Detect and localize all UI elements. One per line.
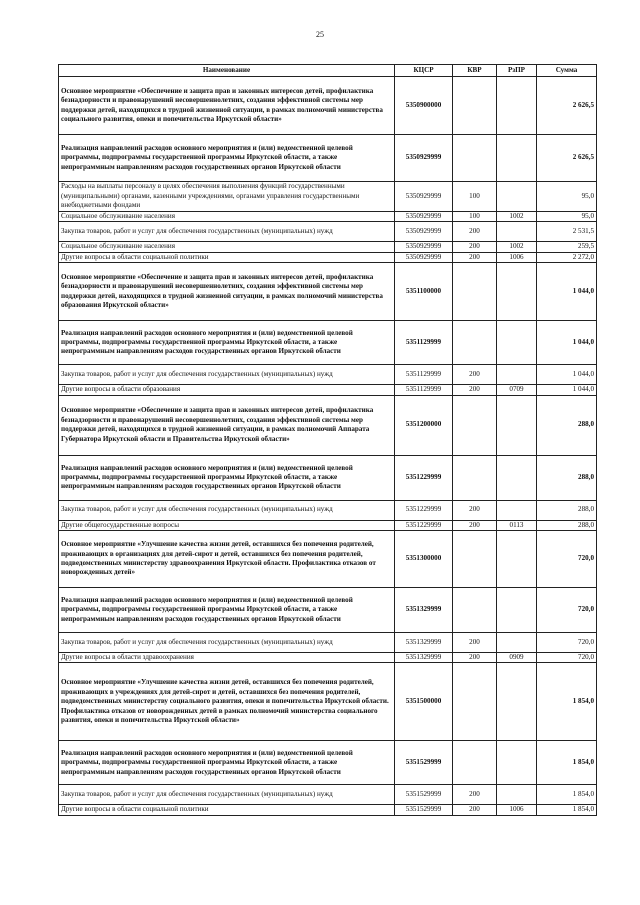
cell-kcsr: 5350929999 [395,252,453,262]
cell-rzpr [497,633,537,653]
cell-sum: 720,0 [537,653,597,663]
cell-rzpr [497,263,537,321]
cell-kvr: 200 [453,242,497,252]
cell-kvr: 100 [453,212,497,222]
cell-name: Закупка товаров, работ и услуг для обеспечения государственных (муниципальных) нужд [59,500,395,520]
cell-rzpr [497,741,537,785]
cell-sum: 1 044,0 [537,263,597,321]
cell-sum: 720,0 [537,588,597,633]
cell-kcsr: 5351129999 [395,321,453,365]
cell-kcsr: 5351200000 [395,395,453,455]
cell-rzpr: 1002 [497,212,537,222]
cell-name: Реализация направлений расходов основного мероприятия и (или) ведомственной целевой программы, подпрограммы государственной программы Иркутской области, а также непрограммным направлениям расходов государственных органов Иркутской области [59,455,395,500]
cell-rzpr: 0709 [497,385,537,395]
cell-name: Реализация направлений расходов основного мероприятия и (или) ведомственной целевой программы, подпрограммы государственной программы Иркутской области, а также непрограммным направлениям расходов государственных органов Иркутской области [59,321,395,365]
cell-kcsr: 5350929999 [395,212,453,222]
cell-sum: 288,0 [537,455,597,500]
cell-kvr [453,135,497,182]
table-row [59,653,597,663]
cell-sum: 2 531,5 [537,222,597,242]
cell-kvr: 200 [453,252,497,262]
cell-name: Закупка товаров, работ и услуг для обеспечения государственных (муниципальных) нужд [59,222,395,242]
cell-rzpr [497,321,537,365]
cell-name: Основное мероприятие «Улучшение качества жизни детей, оставшихся без попечения родителей, проживающих в учреждениях для детей-сирот и детей, оставшихся без попечения родителей, подведомственных министерству социального развития, опеки и попечительства Иркутской области. Профилактика отказов от новорожденных детей в рамках полномочий министерства социального развития, опеки и попечительства Иркутской области» [59,663,395,741]
cell-name: Основное мероприятие «Обеспечение и защита прав и законных интересов детей, профилактика безнадзорности и правонарушений несовершеннолетних, создания эффективной системы мер поддержки детей, находящихся в трудной жизненной ситуации, в рамках полномочий Аппарата Губернатора Иркутской области и Правительства Иркутской области» [59,395,395,455]
header-sum: Сумма [537,65,597,77]
cell-kcsr: 5350929999 [395,242,453,252]
cell-kvr [453,588,497,633]
cell-kvr [453,455,497,500]
cell-sum: 288,0 [537,395,597,455]
table-row [59,633,597,653]
cell-kvr [453,663,497,741]
cell-kcsr: 5351129999 [395,385,453,395]
cell-name: Основное мероприятие «Обеспечение и защита прав и законных интересов детей, профилактика безнадзорности и правонарушений несовершеннолетних, создания эффективной системы мер поддержки детей, находящихся в трудной жизненной ситуации, в рамках полномочий министерства социального развития, опеки и попечительства Иркутской области» [59,77,395,135]
cell-rzpr [497,663,537,741]
cell-kcsr: 5351329999 [395,633,453,653]
cell-name: Другие вопросы в области социальной политики [59,252,395,262]
cell-name: Социальное обслуживание населения [59,212,395,222]
table-row [59,212,597,222]
cell-rzpr [497,500,537,520]
cell-name: Другие общегосударственные вопросы [59,520,395,530]
cell-kcsr: 5351529999 [395,805,453,815]
cell-kcsr: 5351229999 [395,500,453,520]
cell-kcsr: 5351129999 [395,365,453,385]
cell-rzpr: 1002 [497,242,537,252]
cell-kcsr: 5351500000 [395,663,453,741]
cell-kcsr: 5351329999 [395,653,453,663]
table-row [59,135,597,182]
table-row [59,263,597,321]
cell-kcsr: 5351529999 [395,785,453,805]
table-header-row [59,65,597,77]
table-body [59,77,597,816]
cell-rzpr: 0909 [497,653,537,663]
cell-rzpr: 0113 [497,520,537,530]
cell-name: Другие вопросы в области социальной политики [59,805,395,815]
cell-kvr: 200 [453,520,497,530]
cell-kcsr: 5350929999 [395,182,453,212]
header-kcsr: КЦСР [395,65,453,77]
cell-sum: 1 044,0 [537,365,597,385]
cell-sum: 720,0 [537,531,597,588]
table-row [59,365,597,385]
cell-rzpr: 1006 [497,805,537,815]
cell-rzpr [497,531,537,588]
cell-sum: 95,0 [537,212,597,222]
table-row [59,182,597,212]
cell-name: Закупка товаров, работ и услуг для обеспечения государственных (муниципальных) нужд [59,785,395,805]
cell-sum: 1 854,0 [537,785,597,805]
cell-name: Основное мероприятие «Улучшение качества жизни детей, оставшихся без попечения родителей, проживающих в организациях для детей-сирот и детей, оставшихся без попечения родителей, подведомственных министерству здравоохранения Иркутской области. Профилактика отказов от новорожденных детей» [59,531,395,588]
table-row [59,252,597,262]
cell-kcsr: 5351100000 [395,263,453,321]
cell-name: Основное мероприятие «Обеспечение и защита прав и законных интересов детей, профилактика безнадзорности и правонарушений несовершеннолетних, создания эффективной системы мер поддержки детей, находящихся в трудной жизненной ситуации, в рамках полномочий министерства образования Иркутской области» [59,263,395,321]
header-kvr: КВР [453,65,497,77]
cell-kvr: 200 [453,222,497,242]
cell-rzpr [497,182,537,212]
cell-rzpr [497,135,537,182]
cell-kcsr: 5351529999 [395,741,453,785]
table-row [59,242,597,252]
cell-kvr [453,531,497,588]
cell-name: Реализация направлений расходов основного мероприятия и (или) ведомственной целевой программы, подпрограммы государственной программы Иркутской области, а также непрограммным направлениям расходов государственных органов Иркутской области [59,588,395,633]
cell-name: Реализация направлений расходов основного мероприятия и (или) ведомственной целевой программы, подпрограммы государственной программы Иркутской области, а также непрограммным направлениям расходов государственных органов Иркутской области [59,135,395,182]
cell-sum: 259,5 [537,242,597,252]
page-number: 25 [316,30,324,39]
table-row [59,588,597,633]
table-row [59,741,597,785]
cell-sum: 288,0 [537,500,597,520]
cell-kvr: 200 [453,365,497,385]
cell-kvr [453,321,497,365]
cell-sum: 1 854,0 [537,663,597,741]
cell-rzpr [497,365,537,385]
table-row [59,520,597,530]
cell-kvr: 200 [453,500,497,520]
cell-sum: 1 854,0 [537,805,597,815]
table-row [59,785,597,805]
table-row [59,500,597,520]
table-row [59,395,597,455]
cell-kvr: 200 [453,785,497,805]
table-row [59,455,597,500]
cell-name: Расходы на выплаты персоналу в целях обеспечения выполнения функций государственными (муниципальными) органами, казенными учреждениями, органами управления государственными внебюджетными фондами [59,182,395,212]
cell-kvr [453,77,497,135]
cell-sum: 95,0 [537,182,597,212]
cell-kcsr: 5351300000 [395,531,453,588]
cell-kvr [453,741,497,785]
table-row [59,385,597,395]
cell-kcsr: 5350929999 [395,222,453,242]
table-row [59,321,597,365]
cell-rzpr: 1006 [497,252,537,262]
cell-rzpr [497,588,537,633]
cell-kvr: 100 [453,182,497,212]
cell-sum: 2 626,5 [537,135,597,182]
cell-sum: 2 626,5 [537,77,597,135]
cell-sum: 2 272,0 [537,252,597,262]
cell-kvr: 200 [453,385,497,395]
cell-kcsr: 5351229999 [395,455,453,500]
cell-kcsr: 5351229999 [395,520,453,530]
cell-kvr: 200 [453,653,497,663]
cell-sum: 1 044,0 [537,321,597,365]
header-rzpr: РзПР [497,65,537,77]
cell-name: Закупка товаров, работ и услуг для обеспечения государственных (муниципальных) нужд [59,633,395,653]
header-name: Наименование [59,65,395,77]
cell-kvr: 200 [453,805,497,815]
cell-rzpr [497,222,537,242]
cell-sum: 288,0 [537,520,597,530]
cell-name: Социальное обслуживание населения [59,242,395,252]
table-row [59,531,597,588]
cell-kvr [453,263,497,321]
cell-rzpr [497,455,537,500]
cell-sum: 1 854,0 [537,741,597,785]
cell-sum: 720,0 [537,633,597,653]
cell-name: Закупка товаров, работ и услуг для обеспечения государственных (муниципальных) нужд [59,365,395,385]
cell-name: Другие вопросы в области здравоохранения [59,653,395,663]
cell-sum: 1 044,0 [537,385,597,395]
cell-rzpr [497,785,537,805]
budget-table [58,64,597,816]
cell-kvr: 200 [453,633,497,653]
cell-name: Реализация направлений расходов основного мероприятия и (или) ведомственной целевой программы, подпрограммы государственной программы Иркутской области, а также непрограммным направлениям расходов государственных органов Иркутской области [59,741,395,785]
cell-rzpr [497,77,537,135]
cell-kcsr: 5350900000 [395,77,453,135]
cell-name: Другие вопросы в области образования [59,385,395,395]
cell-rzpr [497,395,537,455]
table-row [59,663,597,741]
cell-kcsr: 5351329999 [395,588,453,633]
cell-kcsr: 5350929999 [395,135,453,182]
table-row [59,805,597,815]
table-row [59,222,597,242]
table-row [59,77,597,135]
cell-kvr [453,395,497,455]
